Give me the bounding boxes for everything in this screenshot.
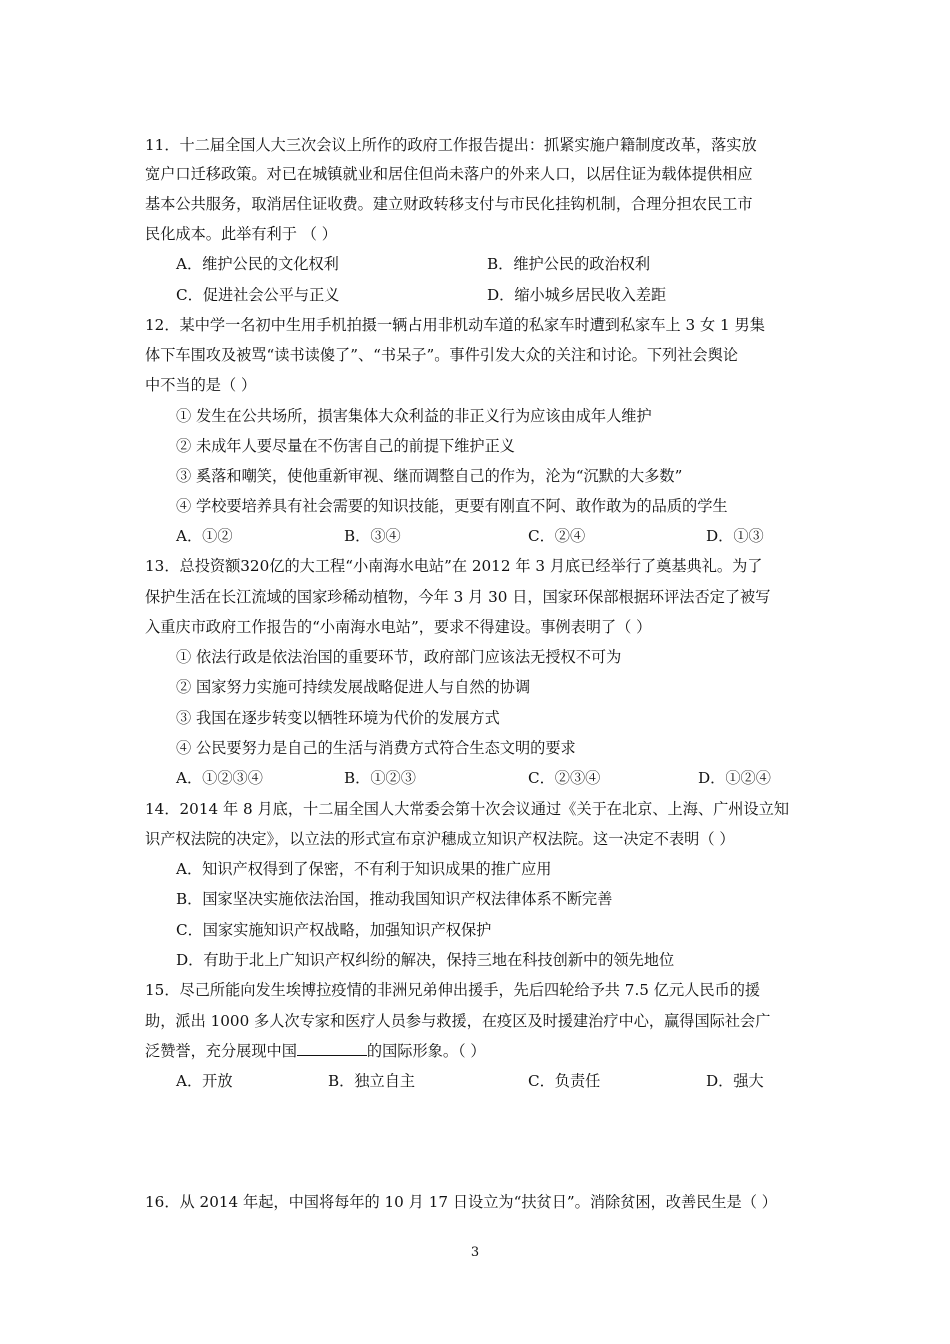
option-row — [0, 254, 950, 274]
option-a: A．知识产权得到了保密，不有利于知识成果的推广应用 — [176, 860, 552, 878]
question-text-line: 识产权法院的决定》，以立法的形式宣布京沪穗成立知识产权法院。这一决定不表明（ ） — [145, 830, 735, 848]
option-row — [0, 526, 950, 546]
question-text-line: 民化成本。此举有利于 （ ） — [145, 225, 337, 243]
option-d: D．有助于北上广知识产权纠纷的解决，保持三地在科技创新中的领先地位 — [176, 951, 675, 969]
statement-item: ① 依法行政是依法治国的重要环节，政府部门应该法无授权不可为 — [176, 648, 622, 666]
question-text-line: 入重庆市政府工作报告的“小南海水电站”，要求不得建设。事例表明了（ ） — [145, 618, 652, 636]
option-row — [0, 285, 950, 305]
option-b: B．维护公民的政治权利 — [487, 255, 651, 273]
question-text-line: 助，派出 1000 多人次专家和医疗人员参与救援，在疫区及时援建治疗中心，赢得国际社会广 — [145, 1012, 771, 1030]
option-a: A．开放 — [176, 1072, 233, 1090]
question-text-line: 中不当的是（ ） — [145, 376, 257, 394]
option-c: C．负责任 — [528, 1072, 601, 1090]
question-text-line: 宽户口迁移政策。对已在城镇就业和居住但尚未落户的外来人口，以居住证为载体提供相应 — [145, 165, 753, 183]
option-b: B．③④ — [344, 527, 401, 545]
statement-item: ③ 奚落和嘲笑，使他重新审视、继而调整自己的作为，沦为“沉默的大多数” — [176, 467, 683, 485]
option-c: C．国家实施知识产权战略，加强知识产权保护 — [176, 921, 492, 939]
statement-item: ② 未成年人要尽量在不伤害自己的前提下维护正义 — [176, 437, 515, 455]
statement-item: ③ 我国在逐步转变以牺牲环境为代价的发展方式 — [176, 709, 500, 727]
option-b: B．①②③ — [344, 769, 416, 787]
question-text-line: 14．2014 年 8 月底，十二届全国人大常委会第十次会议通过《关于在北京、上海、广州设立知 — [145, 800, 790, 818]
statement-item: ④ 学校要培养具有社会需要的知识技能，更要有刚直不阿、敢作敢为的品质的学生 — [176, 497, 728, 515]
page-number: 3 — [470, 1245, 480, 1260]
question-text-segment: 的国际形象。（ ） — [366, 1042, 486, 1060]
statement-item: ② 国家努力实施可持续发展战略促进人与自然的协调 — [176, 678, 531, 696]
option-d: D．强大 — [706, 1072, 764, 1090]
option-b: B．国家坚决实施依法治国，推动我国知识产权法律体系不断完善 — [176, 890, 613, 908]
statement-item: ④ 公民要努力是自己的生活与消费方式符合生态文明的要求 — [176, 739, 576, 757]
option-a: A．维护公民的文化权利 — [176, 255, 339, 273]
option-a: A．①②③④ — [176, 769, 263, 787]
option-d: D．①②④ — [698, 769, 771, 787]
question-text-line — [145, 1041, 815, 1061]
option-c: C．促进社会公平与正义 — [176, 286, 340, 304]
option-row — [0, 768, 950, 788]
question-text-line: 体下车围攻及被骂“读书读傻了”、“书呆子”。事件引发大众的关注和讨论。下列社会舆论 — [145, 346, 738, 364]
question-text-segment: 泛赞誉，充分展现中国 — [145, 1042, 297, 1060]
question-text-line: 12．某中学一名初中生用手机拍摄一辆占用非机动车道的私家车时遭到私家车上 3 女 1 男集 — [145, 316, 765, 334]
question-text-line: 11．十二届全国人大三次会议上所作的政府工作报告提出：抓紧实施户籍制度改革，落实放 — [145, 136, 757, 154]
option-row — [0, 1071, 950, 1091]
option-d: D．缩小城乡居民收入差距 — [487, 286, 667, 304]
option-c: C．②③④ — [528, 769, 601, 787]
option-b: B．独立自主 — [328, 1072, 416, 1090]
answer-blank — [297, 1041, 367, 1056]
option-c: C．②④ — [528, 527, 586, 545]
question-text-line: 16．从 2014 年起，中国将每年的 10 月 17 日设立为“扶贫日”。消除贫困，改善民生是（ ） — [145, 1193, 777, 1211]
statement-item: ① 发生在公共场所，损害集体大众利益的非正义行为应该由成年人维护 — [176, 407, 652, 425]
question-text-line: 基本公共服务，取消居住证收费。建立财政转移支付与市民化挂钩机制，合理分担农民工市 — [145, 195, 753, 213]
question-text-line: 15．尽己所能向发生埃博拉疫情的非洲兄弟伸出援手，先后四轮给予共 7.5 亿元人民币的援 — [145, 981, 761, 999]
option-a: A．①② — [176, 527, 233, 545]
option-d: D．①③ — [706, 527, 764, 545]
question-text-line: 保护生活在长江流域的国家珍稀动植物，今年 3 月 30 日，国家环保部根据环评法否定了被写 — [145, 588, 771, 606]
question-text-line: 13．总投资额320亿的大工程“小南海水电站”在 2012 年 3 月底已经举行了奠基典礼。为了 — [145, 557, 763, 575]
